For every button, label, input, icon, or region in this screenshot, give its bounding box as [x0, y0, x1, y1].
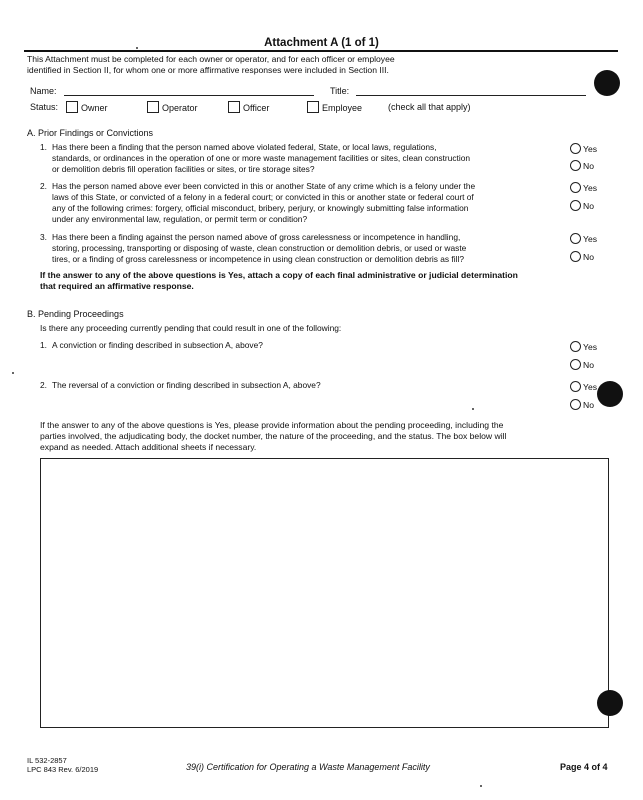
- operator-checkbox[interactable]: [147, 101, 159, 113]
- section-b-instruction: [40, 420, 620, 453]
- a3-no-option[interactable]: [570, 251, 594, 262]
- title-divider: [24, 50, 618, 52]
- question-number: 1.: [40, 142, 47, 152]
- owner-label: Owner: [81, 103, 108, 113]
- form-code-2: LPC 843 Rev. 6/2019: [27, 765, 99, 774]
- title-field[interactable]: [356, 85, 586, 96]
- intro-line-2: identified in Section II, for whom one or more affirmative responses were included in Section III.: [27, 64, 389, 75]
- scan-speck: [12, 372, 14, 374]
- a1-no-option[interactable]: [570, 160, 594, 171]
- no-label: No: [583, 161, 594, 171]
- question-line: Has there been a finding against the person named above of gross carelessness or incompetence in handling,: [52, 232, 461, 242]
- punch-hole: [597, 381, 623, 407]
- section-a-question-3: [40, 232, 565, 265]
- employee-checkbox[interactable]: [307, 101, 319, 113]
- operator-label: Operator: [162, 103, 198, 113]
- b1-no-radio[interactable]: [570, 359, 581, 370]
- b2-yes-radio[interactable]: [570, 381, 581, 392]
- section-b-question-1: [40, 340, 565, 351]
- status-employee-option[interactable]: [307, 101, 362, 113]
- b1-yes-option[interactable]: [570, 341, 597, 352]
- yes-label: Yes: [583, 382, 598, 392]
- a3-yes-option[interactable]: [570, 233, 597, 244]
- section-b-question-2: [40, 380, 565, 391]
- instruction-line: If the answer to any of the above questions is Yes, please provide information about the pending proceeding, including the: [40, 420, 504, 430]
- title-label: Title:: [330, 86, 350, 96]
- officer-checkbox[interactable]: [228, 101, 240, 113]
- b1-no-option[interactable]: [570, 359, 594, 370]
- a3-no-radio[interactable]: [570, 251, 581, 262]
- intro-text: [27, 54, 587, 75]
- officer-label: Officer: [243, 103, 270, 113]
- yes-label: Yes: [583, 183, 598, 193]
- b2-yes-option[interactable]: [570, 381, 597, 392]
- no-label: No: [583, 201, 594, 211]
- question-text: The reversal of a conviction or finding described in subsection A, above?: [52, 380, 321, 390]
- form-title: 39(i) Certification for Operating a Waste Management Facility: [186, 762, 430, 772]
- owner-checkbox[interactable]: [66, 101, 78, 113]
- question-line: laws of this State, or convicted of a felony in a federal court; or convicted in this or another state or federal court of: [52, 192, 474, 202]
- section-b-heading: B. Pending Proceedings: [27, 309, 124, 319]
- name-label: Name:: [30, 86, 57, 96]
- punch-hole: [594, 70, 620, 96]
- question-line: Has there been a finding that the person named above violated federal, State, or local laws, regulations,: [52, 142, 437, 152]
- b2-no-radio[interactable]: [570, 399, 581, 410]
- status-owner-option[interactable]: [66, 101, 108, 113]
- name-field[interactable]: [64, 85, 314, 96]
- section-a-heading: A. Prior Findings or Convictions: [27, 128, 154, 138]
- status-operator-option[interactable]: [147, 101, 198, 113]
- question-line: tires, or a finding of gross carelessness or incompetence in using clean construction or demolition debris as fill?: [52, 254, 464, 264]
- no-label: No: [583, 400, 594, 410]
- question-line: storing, processing, transporting or disposing of waste, clean construction or demolition debris, or used or waste: [52, 243, 467, 253]
- status-officer-option[interactable]: [228, 101, 269, 113]
- a3-yes-radio[interactable]: [570, 233, 581, 244]
- a2-yes-radio[interactable]: [570, 182, 581, 193]
- a1-no-radio[interactable]: [570, 160, 581, 171]
- instruction-line: parties involved, the adjudicating body, the docket number, the nature of the proceeding, and the status. The box below will: [40, 431, 507, 441]
- section-b-intro: Is there any proceeding currently pending that could result in one of the following:: [40, 323, 342, 333]
- question-line: or demolition debris fill operation facilities or sites, or tire storage sites?: [52, 164, 315, 174]
- scan-speck: [136, 47, 138, 49]
- pending-proceedings-details-box[interactable]: [40, 458, 609, 728]
- a2-no-option[interactable]: [570, 200, 594, 211]
- scan-speck: [480, 785, 482, 787]
- status-note: (check all that apply): [388, 102, 471, 112]
- question-number: 2.: [40, 380, 47, 390]
- a2-yes-option[interactable]: [570, 182, 597, 193]
- instruction-line: that required an affirmative response.: [40, 281, 194, 291]
- section-a-question-2: [40, 181, 565, 225]
- b2-no-option[interactable]: [570, 399, 594, 410]
- scan-speck: [472, 408, 474, 410]
- yes-label: Yes: [583, 234, 598, 244]
- question-line: Has the person named above ever been convicted in this or another State of any crime which is a felony under the: [52, 181, 476, 191]
- no-label: No: [583, 252, 594, 262]
- b1-yes-radio[interactable]: [570, 341, 581, 352]
- a1-yes-radio[interactable]: [570, 143, 581, 154]
- form-code-1: IL 532-2857: [27, 756, 67, 765]
- page-title: Attachment A (1 of 1): [264, 37, 379, 49]
- instruction-line: If the answer to any of the above questions is Yes, attach a copy of each final administrative or judicial determination: [40, 270, 518, 280]
- a2-no-radio[interactable]: [570, 200, 581, 211]
- question-line: under any environmental law, regulation, or permit term or condition?: [52, 214, 308, 224]
- question-number: 3.: [40, 232, 47, 242]
- no-label: No: [583, 360, 594, 370]
- page-number: Page 4 of 4: [560, 762, 608, 772]
- intro-line-1: This Attachment must be completed for each owner or operator, and for each officer or employee: [27, 54, 395, 64]
- yes-label: Yes: [583, 342, 598, 352]
- instruction-line: expand as needed. Attach additional sheets if necessary.: [40, 442, 257, 452]
- question-number: 1.: [40, 340, 47, 350]
- question-line: standards, or ordinances in the operation of one or more waste management facilities or sites, clean construction: [52, 153, 471, 163]
- section-a-instruction: [40, 270, 620, 292]
- status-label: Status:: [30, 102, 59, 112]
- section-a-question-1: [40, 142, 565, 175]
- question-text: A conviction or finding described in subsection A, above?: [52, 340, 263, 350]
- punch-hole: [597, 690, 623, 716]
- a1-yes-option[interactable]: [570, 143, 597, 154]
- question-line: any of the following crimes: forgery, official misconduct, bribery, perjury, or knowingly submitting false information: [52, 203, 469, 213]
- yes-label: Yes: [583, 144, 598, 154]
- form-codes: [27, 756, 98, 774]
- question-number: 2.: [40, 181, 47, 191]
- employee-label: Employee: [322, 103, 363, 113]
